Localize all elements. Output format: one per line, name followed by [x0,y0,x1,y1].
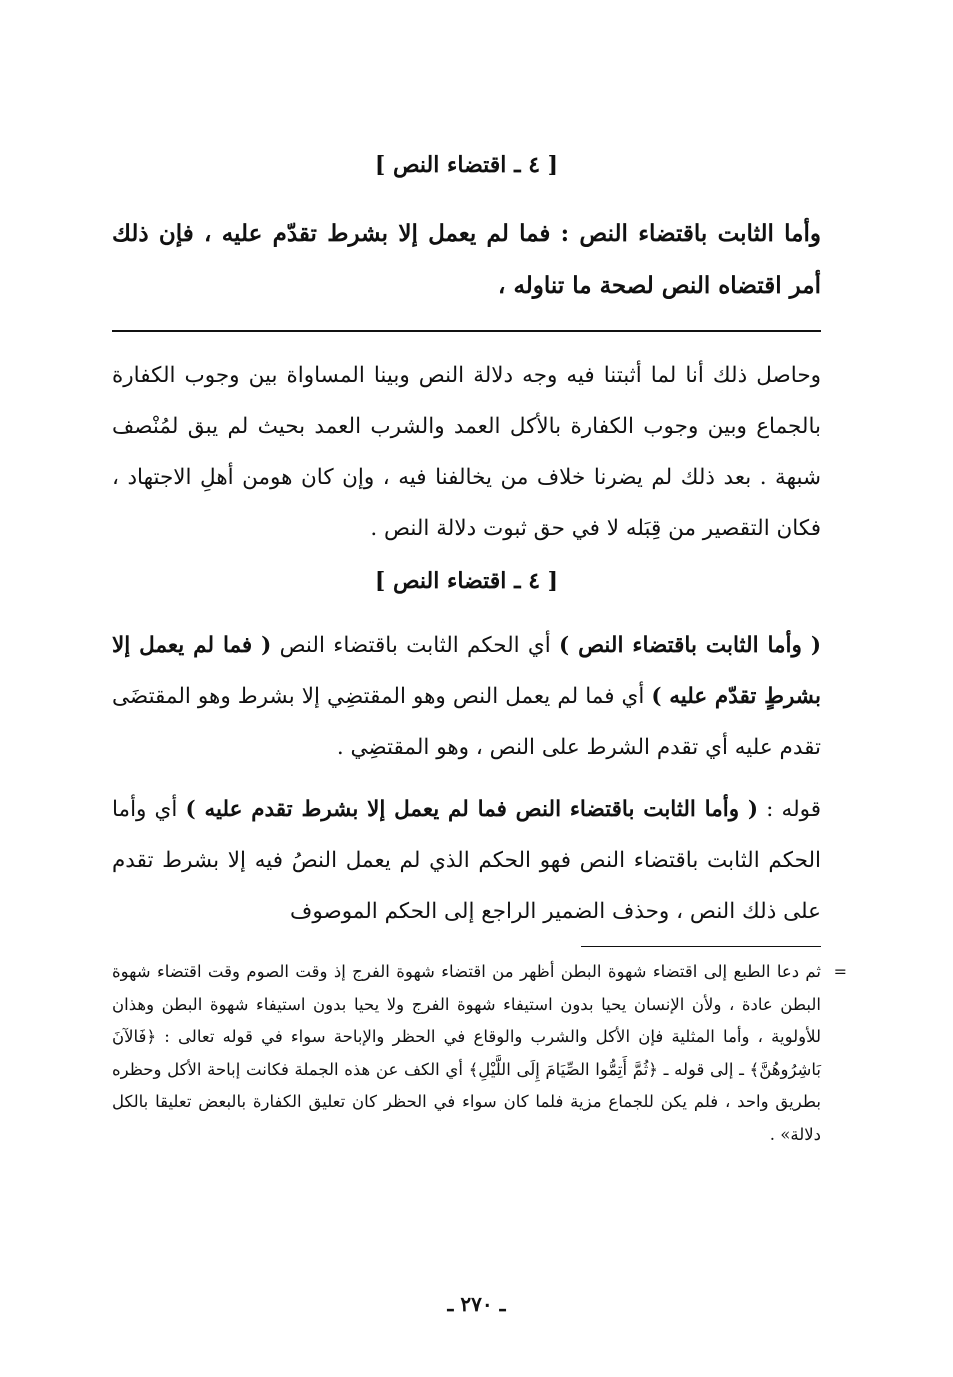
explanation-text: أي الحكم الثابت باقتضاء النص [271,633,559,658]
main-text-divider [112,330,821,332]
commentary-paragraph-1: وحاصل ذلك أنا لما أثبتنا فيه وجه دلالة النص وبينا المساواة بين وجوب الكفارة بالجماع وبين وجوب الكفارة بالأكل العمد والشرب العمد بحيث لم يبق لمُنْصف شبهة . بعد ذلك لم يضرنا خلاف من يخالفنا فيه ، وإن كان هومن أهلِ الاجتهاد ، فكان التقصير من قِبَله لا في حق ثبوت دلالة النص . [112,363,821,541]
explanation-text: أي وأما الحكم الثابت باقتضاء النص فهو الحكم الذي لم يعمل النصُ فيه إلا بشرط تقدم على ذلك النص ، وحذف الضمير الراجع إلى الحكم الموصوف [112,797,821,924]
commentary-paragraph-2 [112,620,821,773]
footnote-text: ثم دعا الطبع إلى اقتضاء شهوة البطن أظهر من اقتضاء شهوة الفرج إذ وقت الصوم وقت اقتضاء شهوة البطن عادة ، ولأن الإنسان يحيا بدون استيفاء شهوة الفرج ولا يحيا بدون استيفاء شهوة البطن وهذان للأولوية ، وأما المثلية فإن الأكل والشرب والوقاع في الحظر والإباحة سواء في قوله تعالى : ﴿فَالآنَ بَاشِرُوهُنَّ﴾ ـ إلى قوله ـ ﴿ثُمَّ أَتِمُّوا الصِّيَامَ إِلَى اللَّيْلِ﴾ أي الكف عن هذه الجملة فكانت إباحة الأكل وحظره بطريق واحد ، فلم يكن للجماع مزية فلما كان سواء في الحظر كان تعليق الكفارة بالبعض تعليقا بالكل دلالة» . [112,962,821,1144]
footnote-continuation-marker: = [833,962,847,981]
footnote-divider [581,946,821,947]
quoted-main-text: ( وأما الثابت باقتضاء النص ) [558,633,822,658]
main-text-paragraph: وأما الثابت باقتضاء النص : فما لم يعمل إلا بشرط تقدّم عليه ، فإن ذلك أمر اقتضاه النص لصحة ما تناوله ، [112,220,821,299]
quoted-main-text: ( فما لم يعمل إلا بشرطٍ تقدّم عليه ) [112,633,821,709]
main-text [112,208,821,312]
footnote [112,956,847,1151]
quote-lead: قوله : [758,797,822,822]
page-number: ـ ٢٧٠ ـ [447,1292,506,1316]
quoted-main-text: ( وأما الثابت باقتضاء النص فما لم يعمل إلا بشرط تقدم عليه ) [185,797,759,822]
explanation-text: أي فما لم يعمل النص وهو المقتضِي إلا بشرط وهو المقتضَى تقدم عليه أي تقدم الشرط على النص ، وهو المقتضِي . [112,684,821,760]
commentary-paragraph-3 [112,784,821,937]
commentary-block-1 [112,350,821,554]
commentary-block-3 [112,784,821,937]
commentary-block-2 [112,620,821,773]
commentary-section-heading: [ ٤ ـ اقتضاء النص ] [374,568,559,594]
main-section-heading: [ ٤ ـ اقتضاء النص ] [374,152,559,178]
